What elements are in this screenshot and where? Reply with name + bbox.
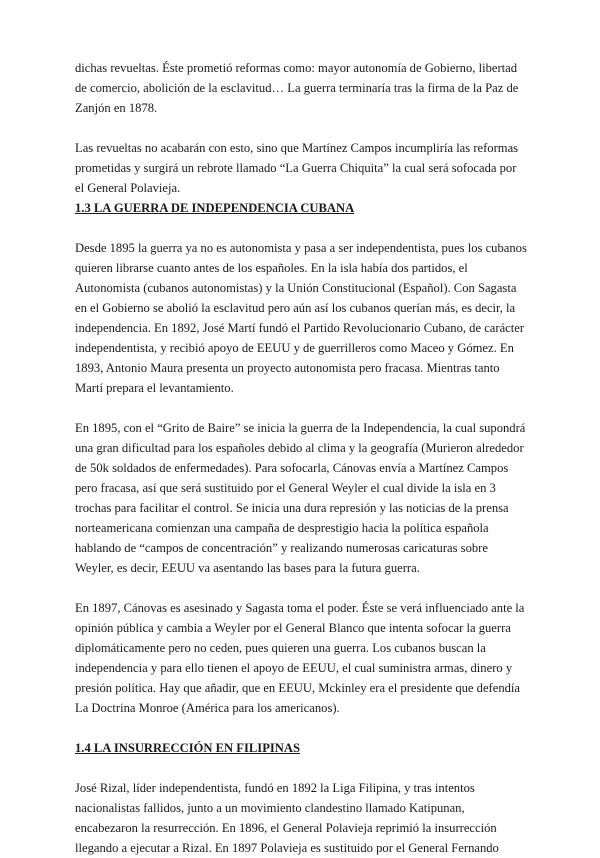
section-heading-1-3: 1.3 LA GUERRA DE INDEPENDENCIA CUBANA xyxy=(75,201,355,215)
paragraph-filipinas: José Rizal, líder independentista, fundó en 1892 la Liga Filipina, y tras intentos nacionalistas fallidos, junto a un movimiento clandestino llamado Katipunan, encabezaron la resurrección. En 1896, el General Polavieja reprimió la insurrección llegando a ejecutar a Rizal. En 1897 Polavieja es sustituido por el General Fernando xyxy=(75,781,499,855)
paragraph-grito-de-baire: En 1895, con el “Grito de Baire” se inicia la guerra de la Independencia, la cual supondrá una gran dificultad para los españoles debido al clima y la geografía (Murieron alrededor de 50k soldados de enfermedades). Para sofocarla, Cánovas envía a Martínez Campos pero fracasa, así que será sustituido por el General Weyler el cual divide la isla en 3 trochas para facilitar el control. Se inicia una dura represión y las noticias de la prensa norteamericana comienzan una campaña de desprestigio hacia la política española hablando de “campos de concentración” y realizando numerosas caricaturas sobre Weyler, es decir, EEUU va asentando las bases para la futura guerra. xyxy=(75,421,526,575)
paragraph-intro: dichas revueltas. Éste prometió reformas como: mayor autonomía de Gobierno, libertad de comercio, abolición de la esclavitud… La guerra terminaría tras la firma de la Paz de Zanjón en 1878. xyxy=(75,61,519,115)
paragraph-independentismo: Desde 1895 la guerra ya no es autonomista y pasa a ser independentista, pues los cubanos quieren librarse cuanto antes de los españoles. En la isla había dos partidos, el Autonomista (cubanos autonomistas) y la Unión Constitucional (Español). Con Sagasta en el Gobierno se abolió la esclavitud pero aún así los cubanos querían más, es decir, la independencia. En 1892, José Martí fundó el Partido Revolucionario Cubano, de carácter independentista, y recibió apoyo de EEUU y de guerrilleros como Maceo y Gómez. En 1893, Antonio Maura presenta un proyecto autonomista pero fracasa. Mientras tanto Martí prepara el levantamiento. xyxy=(75,241,527,395)
section-heading-1-4: 1.4 LA INSURRECCIÓN EN FILIPINAS xyxy=(75,741,300,755)
paragraph-guerra-chiquita: Las revueltas no acabarán con esto, sino que Martínez Campos incumpliría las reformas prometidas y surgirá un rebrote llamado “La Guerra Chiquita” la cual será sofocada por el General Polavieja. xyxy=(75,141,519,195)
paragraph-canovas-asesinado: En 1897, Cánovas es asesinado y Sagasta toma el poder. Éste se verá influenciado ante la opinión pública y cambia a Weyler por el General Blanco que intenta sofocar la guerra diplomáticamente pero no ceden, pues quieren una guerra. Los cubanos buscan la independencia y para ello tienen el apoyo de EEUU, el cual suministra armas, dinero y presión política. Hay que añadir, que en EEUU, Mckinley era el presidente que defendía La Doctrina Monroe (América para los americanos). xyxy=(75,601,525,715)
document-page xyxy=(75,58,527,858)
